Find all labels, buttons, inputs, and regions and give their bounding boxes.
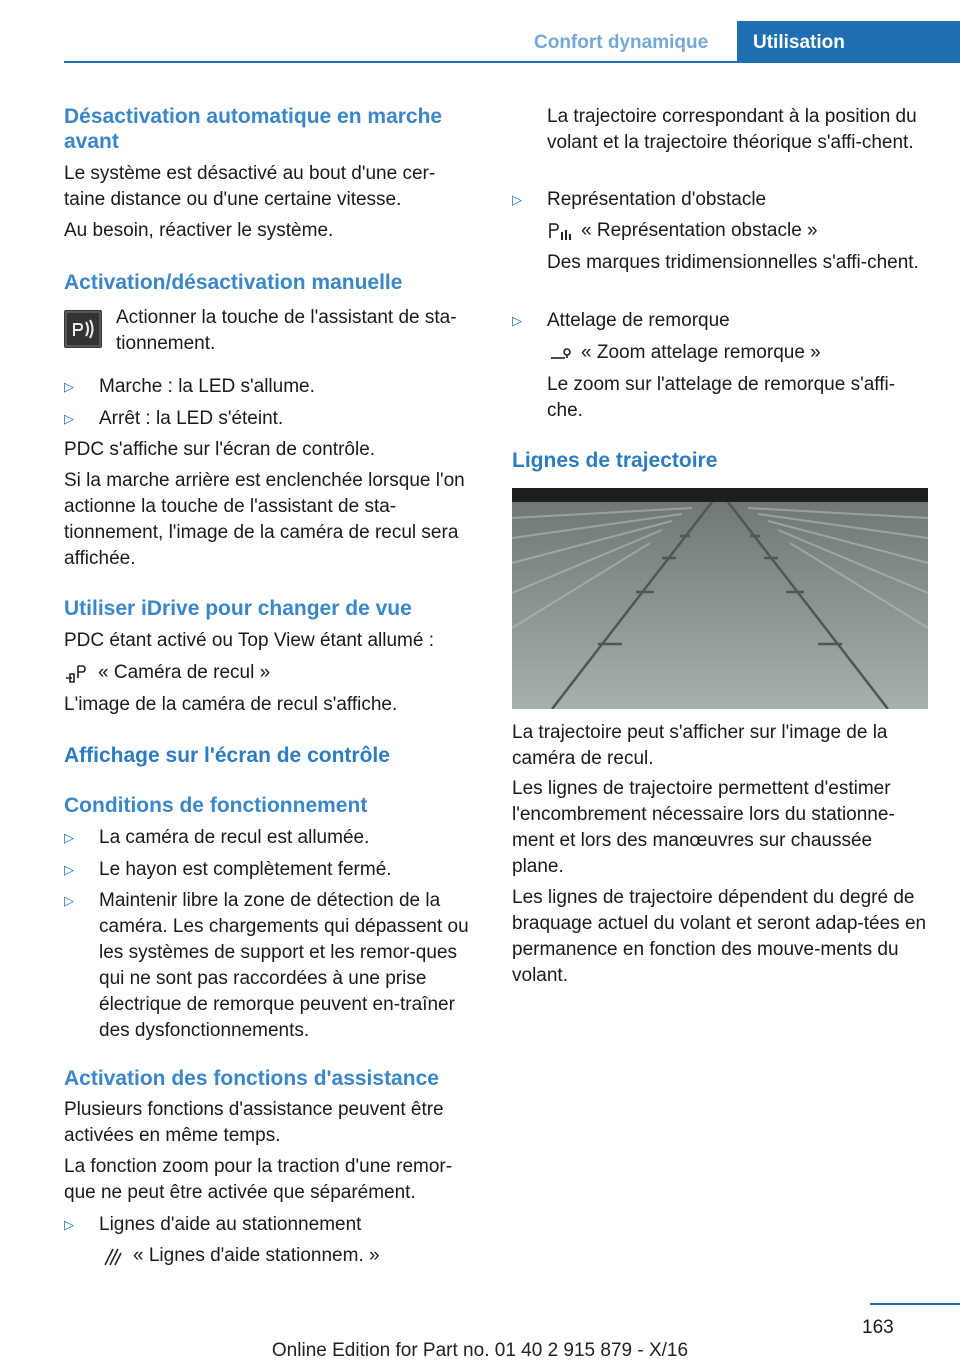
header-category[interactable]: Confort dynamique [534,32,709,53]
bullet-triangle-icon: ▷ [512,192,522,207]
para-lines-3: Les lignes de trajectoire dépendent du degré de braquage actuel du volant et seront adap-tées en permanence en fonction des mouve-ments du volant. [512,887,927,986]
para-auto-off-1: Le système est désactivé au bout d'une cer-taine distance ou d'une certaine vitesse. [64,163,436,210]
heading-manual: Activation/désactivation manuelle [64,271,403,294]
heading-idrive: Utiliser iDrive pour changer de vue [64,597,412,620]
list-item-text: Maintenir libre la zone de détection de la caméra. Les chargements qui dépassent ou les systèmes de support et les remor-ques qui ne sont pas raccordées à une prise électrique de remorque peuvent en-traîner des dysfonctionnements. [99,890,469,1041]
menu-item-camera[interactable] [64,660,476,686]
page-number: 163 [862,1317,894,1338]
para-assist-2: La fonction zoom pour la traction d'une remor-que ne peut être activée que séparément. [64,1156,453,1203]
heading-assist: Activation des fonctions d'assistance [64,1067,439,1090]
heading-lines: Lignes de trajectoire [512,449,718,472]
para-auto-off-2: Au besoin, réactiver le système. [64,220,334,241]
para-assist-1: Plusieurs fonctions d'assistance peuvent être activées en même temps. [64,1099,444,1146]
bullet-triangle-icon: ▷ [512,313,522,328]
para-camera: L'image de la caméra de recul s'affiche. [64,694,398,715]
trajectory-camera-image [512,488,928,709]
footer-edition: Online Edition for Part no. 01 40 2 915 879 - X/16 [271,1340,689,1361]
para-hitch: Le zoom sur l'attelage de remorque s'affi-che. [547,374,896,421]
para-idrive: PDC étant activé ou Top View étant allumé : [64,630,435,651]
menu-item-hitch[interactable] [547,340,928,366]
bullet-triangle-icon: ▷ [64,1217,74,1232]
footer-rule [870,1303,960,1305]
heading-auto-off: Désactivation automatique en marche avant [64,105,443,153]
reverse-camera-icon [64,662,90,684]
menu-item-lines[interactable] [99,1243,476,1269]
header-tab-active[interactable] [737,21,960,62]
menu-item-label: « Représentation obstacle » [581,220,818,241]
menu-item-label: « Caméra de recul » [98,662,271,683]
parking-lines-icon [99,1245,125,1267]
bullet-triangle-icon: ▷ [64,411,74,426]
obstacle-icon [547,220,573,242]
para-manual: Actionner la touche de l'assistant de sta-tionnement. [116,307,457,354]
bullet-triangle-icon: ▷ [64,862,74,877]
menu-item-obstacle[interactable] [547,218,928,244]
header-tab-label: Utilisation [753,32,845,53]
para-reverse: Si la marche arrière est enclenchée lorsque l'on actionne la touche de l'assistant de sta-tionnement, l'image de la caméra de recul sera affichée. [64,470,465,569]
list-item-text: Marche : la LED s'allume. [99,376,315,397]
bullet-triangle-icon: ▷ [64,830,74,845]
para-lines-1: La trajectoire peut s'afficher sur l'image de la caméra de recul. [512,722,888,769]
menu-item-label: « Zoom attelage remorque » [581,342,821,363]
list-item-text: Attelage de remorque [547,310,730,331]
heading-conditions: Conditions de fonctionnement [64,794,368,817]
para-pdc: PDC s'affiche sur l'écran de contrôle. [64,439,376,460]
list-item-text: La caméra de recul est allumée. [99,827,370,848]
para-trajectory: La trajectoire correspondant à la position du volant et la trajectoire théorique s'affi-chent. [547,106,917,153]
bullet-triangle-icon: ▷ [64,379,74,394]
list-item-text: Représentation d'obstacle [547,189,767,210]
para-obstacle: Des marques tridimensionnelles s'affi-chent. [547,252,919,273]
trailer-hitch-icon [547,342,573,364]
list-item-text: Lignes d'aide au stationnement [99,1214,362,1235]
list-item-text: Arrêt : la LED s'éteint. [99,408,284,429]
para-lines-2: Les lignes de trajectoire permettent d'estimer l'encombrement nécessaire lors du stationne-ment et lors des manœuvres sur chaussée plane. [512,778,895,877]
heading-display: Affichage sur l'écran de contrôle [64,744,390,767]
list-item-text: Le hayon est complètement fermé. [99,859,392,880]
menu-item-label: « Lignes d'aide stationnem. » [133,1245,380,1266]
pdc-button-icon [64,310,102,348]
bullet-triangle-icon: ▷ [64,893,74,908]
